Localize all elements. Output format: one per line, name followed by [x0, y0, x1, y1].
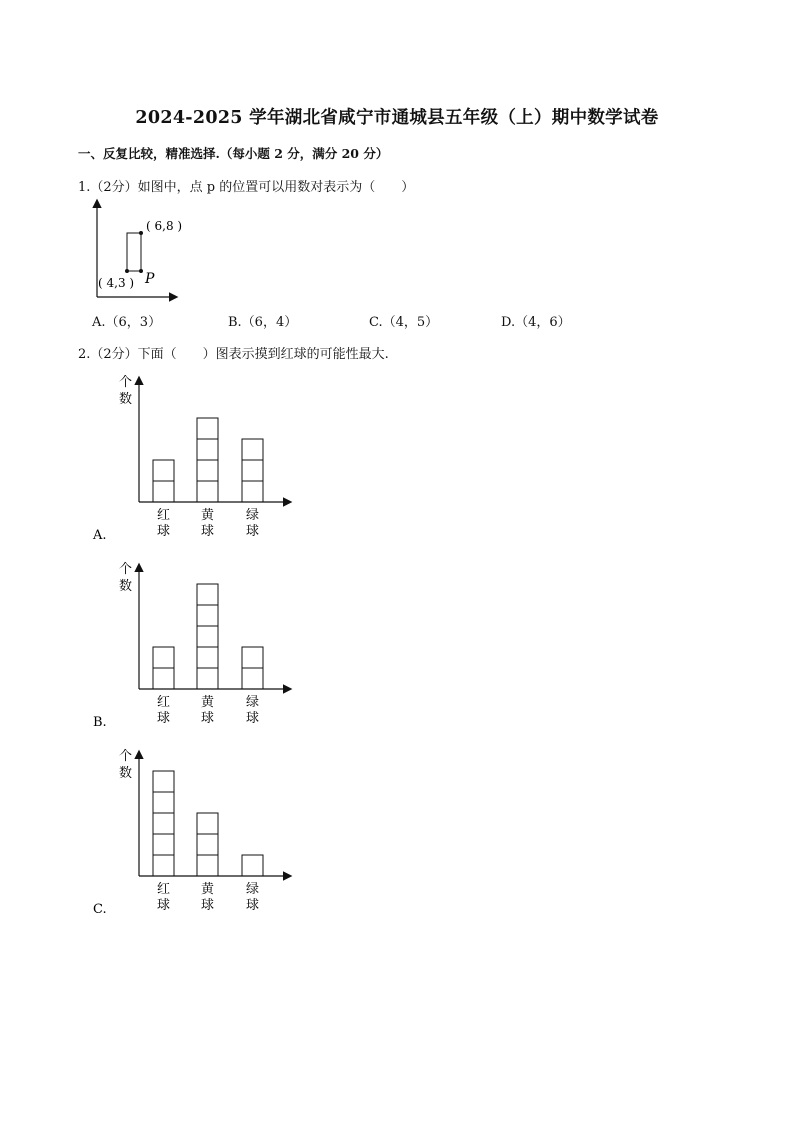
y-axis-label: 个: [119, 749, 133, 764]
category-label: 绿: [246, 695, 260, 710]
category-label: 黄: [201, 508, 215, 523]
y-axis-label: 数: [119, 392, 133, 407]
category-label: 绿: [246, 508, 260, 523]
bar-cell: [242, 647, 263, 668]
category-label: 球: [246, 524, 260, 539]
label-top: ( 6,8 ): [146, 219, 183, 233]
bar-cell: [242, 855, 263, 876]
category-label: 绿: [246, 882, 260, 897]
option-letter: C.: [93, 902, 107, 917]
bar-cell: [242, 460, 263, 481]
category-label: 球: [201, 524, 215, 539]
category-label: 球: [157, 898, 171, 913]
bar-cell: [153, 834, 174, 855]
bar-chart-a: [82, 370, 302, 545]
question-2-stem: 2.（2分）下面（ ）图表示摸到红球的可能性最大.: [78, 347, 389, 362]
point-p: [139, 269, 143, 273]
bar-cell: [153, 460, 174, 481]
point-bottom-left: [125, 269, 129, 273]
q1-option-a: A.（6，3）: [92, 315, 162, 330]
section-heading: 一、反复比较，精准选择.（每小题 2 分，满分 20 分）: [78, 146, 389, 161]
option-letter: A.: [93, 528, 107, 543]
label-bottom: ( 4,3 ): [98, 276, 135, 290]
category-label: 球: [157, 524, 171, 539]
point-top: [139, 231, 143, 235]
bar-cell: [197, 626, 218, 647]
bar-cell: [242, 481, 263, 502]
bar-cell: [197, 813, 218, 834]
y-axis-label: 个: [119, 562, 133, 577]
category-label: 球: [201, 711, 215, 726]
category-label: 红: [157, 508, 171, 523]
bar-cell: [153, 481, 174, 502]
category-label: 球: [201, 898, 215, 913]
y-axis-label: 数: [119, 579, 133, 594]
bar-cell: [197, 481, 218, 502]
q1-option-b: B.（6，4）: [228, 315, 298, 330]
q1-option-d: D.（4，6）: [501, 315, 571, 330]
y-axis-label: 个: [119, 375, 133, 390]
bar-cell: [153, 771, 174, 792]
bar-cell: [153, 647, 174, 668]
bar-cell: [197, 584, 218, 605]
label-p: P: [145, 271, 155, 287]
category-label: 红: [157, 695, 171, 710]
category-label: 红: [157, 882, 171, 897]
category-label: 黄: [201, 695, 215, 710]
bar-cell: [153, 813, 174, 834]
bar-chart-c: [82, 744, 302, 919]
bar-cell: [197, 605, 218, 626]
figure-rectangle: [127, 233, 141, 271]
question-1-stem: 1.（2分）如图中，点 p 的位置可以用数对表示为（ ）: [78, 180, 415, 195]
bar-cell: [197, 439, 218, 460]
bar-cell: [197, 418, 218, 439]
option-letter: B.: [93, 715, 107, 730]
y-axis-label: 数: [119, 766, 133, 781]
bar-cell: [242, 439, 263, 460]
bar-cell: [242, 668, 263, 689]
bar-cell: [153, 668, 174, 689]
category-label: 黄: [201, 882, 215, 897]
question-1-figure: [84, 195, 194, 305]
category-label: 球: [246, 711, 260, 726]
category-label: 球: [157, 711, 171, 726]
q1-option-c: C.（4，5）: [369, 315, 439, 330]
bar-cell: [197, 855, 218, 876]
bar-cell: [197, 647, 218, 668]
bar-chart-b: [82, 557, 302, 732]
bar-cell: [197, 668, 218, 689]
bar-cell: [197, 460, 218, 481]
page-title: 2024-2025 学年湖北省咸宁市通城县五年级（上）期中数学试卷: [135, 108, 659, 128]
bar-cell: [153, 855, 174, 876]
bar-cell: [153, 792, 174, 813]
bar-cell: [197, 834, 218, 855]
category-label: 球: [246, 898, 260, 913]
